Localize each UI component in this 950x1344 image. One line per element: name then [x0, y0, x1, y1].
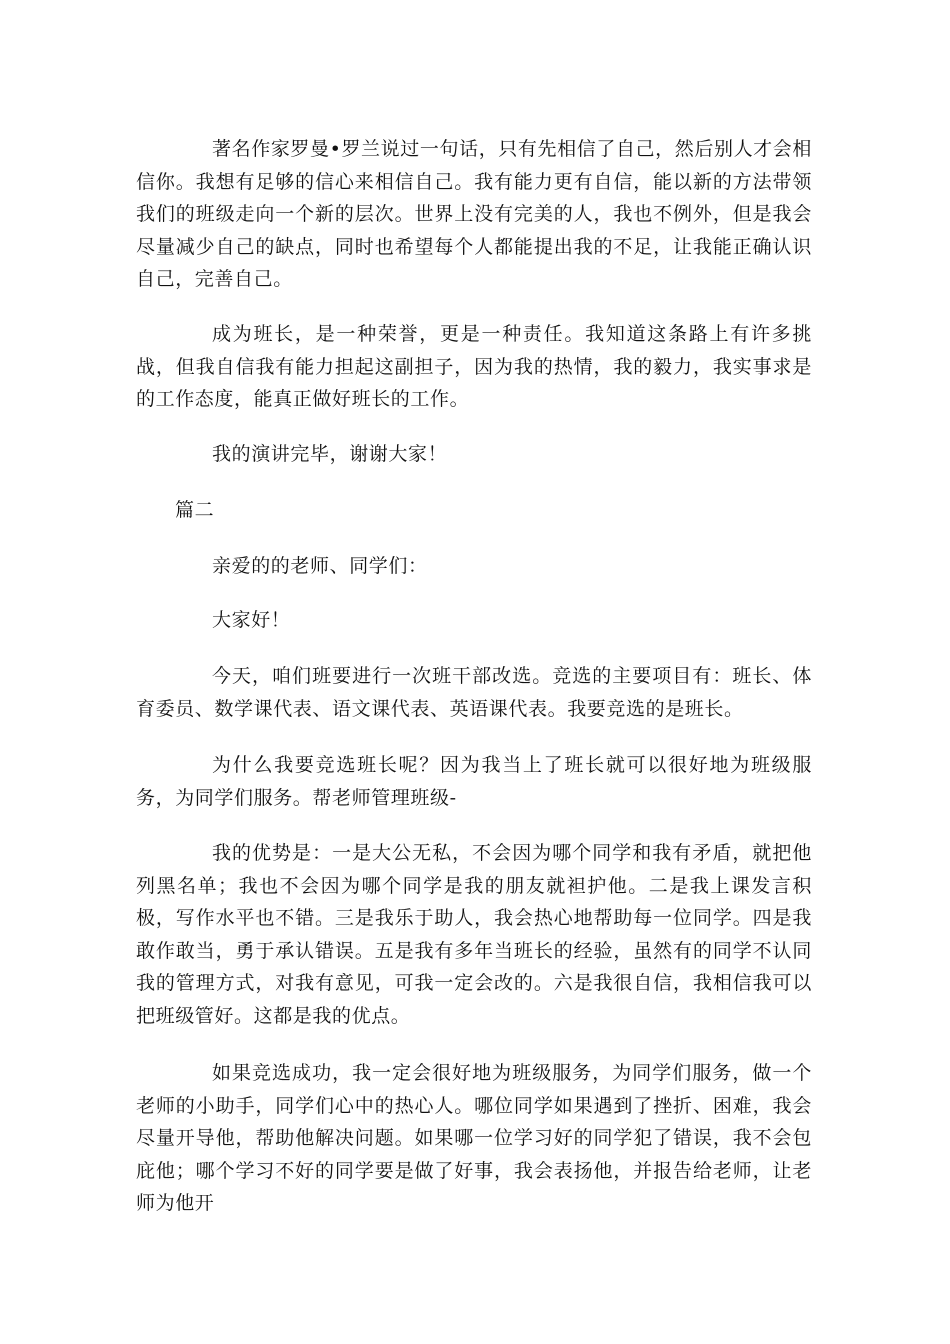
paragraph-closing: 我的演讲完毕，谢谢大家！	[212, 443, 448, 465]
section-heading: 篇二	[175, 499, 215, 521]
paragraph-if-elected: 如果竞选成功，我一定会很好地为班级服务，为同学们服务，做一个老师的小助手，同学们心中的热心人。哪位同学如果遇到了挫折、困难，我会尽量开导他，帮助他解决问题。如果哪一位学习好的同学犯了错误，我不会包庇他；哪个学习不好的同学要是做了好事，我会表扬他，并报告给老师，让老师为他开	[136, 1062, 812, 1215]
paragraph-monitor-honor: 成为班长，是一种荣誉，更是一种责任。我知道这条路上有许多挑战，但我自信我有能力担起这副担子，因为我的热情，我的毅力，我实事求是的工作态度，能真正做好班长的工作。	[136, 323, 812, 411]
paragraph-why-run: 为什么我要竞选班长呢？因为我当上了班长就可以很好地为班级服务，为同学们服务。帮老师管理班级-	[136, 754, 812, 809]
paragraph-election-intro: 今天，咱们班要进行一次班干部改选。竞选的主要项目有：班长、体育委员、数学课代表、语文课代表、英语课代表。我要竞选的是班长。	[136, 665, 812, 720]
paragraph-greeting: 亲爱的的老师、同学们：	[212, 555, 428, 577]
paragraph-author-quote: 著名作家罗曼•罗兰说过一句话，只有先相信了自己，然后别人才会相信你。我想有足够的信心来相信自己。我有能力更有自信，能以新的方法带领我们的班级走向一个新的层次。世界上没有完美的人，我也不例外，但是我会尽量减少自己的缺点，同时也希望每个人都能提出我的不足，让我能正确认识自己，完善自己。	[136, 138, 812, 291]
paragraph-strengths: 我的优势是：一是大公无私，不会因为哪个同学和我有矛盾，就把他列黑名单；我也不会因为哪个同学是我的朋友就袒护他。二是我上课发言积极，写作水平也不错。三是我乐于助人，我会热心地帮助每一位同学。四是我敢作敢当，勇于承认错误。五是我有多年当班长的经验，虽然有的同学不认同我的管理方式，对我有意见，可我一定会改的。六是我很自信，我相信我可以把班级管好。这都是我的优点。	[136, 842, 812, 1027]
paragraph-hello: 大家好！	[212, 609, 291, 631]
